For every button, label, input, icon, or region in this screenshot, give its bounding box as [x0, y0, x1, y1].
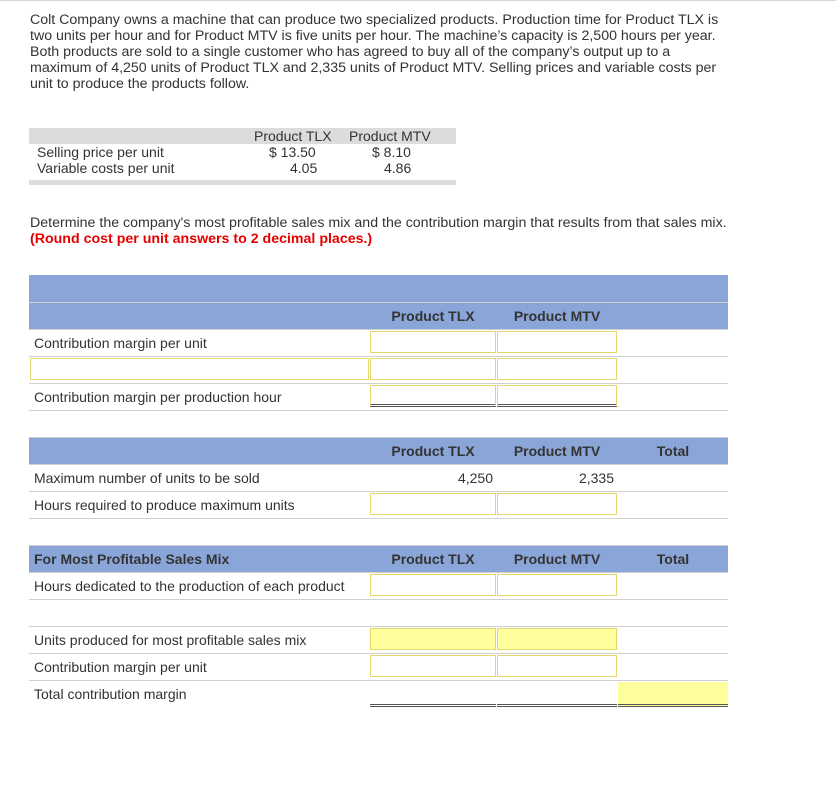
- hours-dedicated-mtv-input[interactable]: [497, 574, 617, 596]
- row-label: Contribution margin per production hour: [34, 389, 282, 405]
- row-label: Units produced for most profitable sales mix: [34, 632, 307, 648]
- price-row-label: Variable costs per unit: [37, 160, 175, 176]
- spacer-row: [29, 411, 728, 438]
- row-cm-per-unit-mix: [29, 654, 728, 681]
- section2-header: [29, 438, 728, 465]
- section3-title: For Most Profitable Sales Mix: [34, 551, 230, 567]
- price-table: [29, 128, 456, 185]
- max-units-mtv: 2,335: [578, 470, 614, 486]
- blank-tlx-input[interactable]: [370, 358, 496, 380]
- row-label: Maximum number of units to be sold: [34, 470, 260, 486]
- row-hours-dedicated: [29, 573, 728, 600]
- row-cm-per-hour: [29, 384, 728, 411]
- price-row-selling: [29, 144, 456, 160]
- problem-text: Colt Company owns a machine that can produce two specialized products. Production time for Product TLX is two units per hour and for Product MTV is five units per hour. The machine’s capacity is 2,500 hours per year. Both products are sold to a single customer who has agreed to buy all of the company’s output up to a maximum of 4,250 units of Product TLX and 2,335 units of Product MTV. Selling prices and variable costs per unit to produce the products follow.: [30, 12, 719, 92]
- mix-cm-per-unit-tlx-input[interactable]: [370, 655, 496, 677]
- answer-grid: [29, 275, 728, 707]
- price-table-footer: [29, 180, 456, 185]
- units-produced-tlx-input[interactable]: [370, 628, 496, 650]
- row-units-produced: [29, 627, 728, 654]
- col-header-mtv: Product MTV: [513, 308, 601, 324]
- section1-header: [29, 303, 728, 330]
- row-max-units: [29, 465, 728, 492]
- col-header-mtv: Product MTV: [513, 443, 601, 459]
- spacer-row: [29, 600, 728, 627]
- price-header-mtv: Product MTV: [349, 128, 431, 144]
- total-cm-total-input[interactable]: [618, 682, 728, 707]
- rounding-instruction: (Round cost per unit answers to 2 decimal places.): [30, 231, 373, 247]
- max-units-tlx: 4,250: [457, 470, 493, 486]
- price-variable-tlx: 4.05: [290, 160, 318, 176]
- question-body: Determine the company's most profitable sales mix and the contribution margin that results from that sales mix.: [30, 215, 727, 231]
- price-row-label: Selling price per unit: [37, 144, 164, 160]
- top-divider: [0, 0, 836, 1]
- hours-required-mtv-input[interactable]: [497, 493, 617, 515]
- col-header-total: Total: [656, 443, 690, 459]
- blank-mtv-input[interactable]: [497, 358, 617, 380]
- row-blank-input: [29, 357, 728, 384]
- price-selling-tlx: $ 13.50: [269, 144, 316, 160]
- col-header-tlx: Product TLX: [391, 308, 475, 324]
- col-header-tlx: Product TLX: [391, 443, 475, 459]
- row-hours-required: [29, 492, 728, 519]
- row-label: Contribution margin per unit: [34, 659, 207, 675]
- row-label: Hours dedicated to the production of each product: [34, 578, 345, 594]
- price-row-variable: [29, 160, 456, 176]
- hours-required-tlx-input[interactable]: [370, 493, 496, 515]
- price-table-header: [29, 128, 456, 144]
- cm-per-hour-tlx-input[interactable]: [370, 385, 496, 407]
- col-header-tlx: Product TLX: [391, 551, 475, 567]
- row-cm-per-unit: [29, 330, 728, 357]
- cm-per-unit-mtv-input[interactable]: [497, 331, 617, 353]
- blank-label-input[interactable]: [30, 358, 369, 380]
- price-variable-mtv: 4.86: [384, 160, 412, 176]
- cm-per-unit-tlx-input[interactable]: [370, 331, 496, 353]
- price-selling-mtv: $ 8.10: [372, 144, 411, 160]
- question-text: [30, 215, 730, 247]
- units-produced-mtv-input[interactable]: [497, 628, 617, 650]
- hours-dedicated-tlx-input[interactable]: [370, 574, 496, 596]
- col-header-mtv: Product MTV: [513, 551, 601, 567]
- mix-cm-per-unit-mtv-input[interactable]: [497, 655, 617, 677]
- price-header-tlx: Product TLX: [254, 128, 332, 144]
- row-total-cm: [29, 681, 728, 707]
- row-label: Total contribution margin: [34, 686, 187, 702]
- spacer-row: [29, 519, 728, 546]
- cm-per-hour-mtv-input[interactable]: [497, 385, 617, 407]
- row-label: Hours required to produce maximum units: [34, 497, 295, 513]
- row-label: Contribution margin per unit: [34, 335, 207, 351]
- col-header-total: Total: [656, 551, 690, 567]
- section3-header: [29, 546, 728, 573]
- total-cm-mtv-input[interactable]: [497, 682, 617, 707]
- grid-blank-band: [29, 275, 728, 303]
- total-cm-tlx-input[interactable]: [370, 682, 496, 707]
